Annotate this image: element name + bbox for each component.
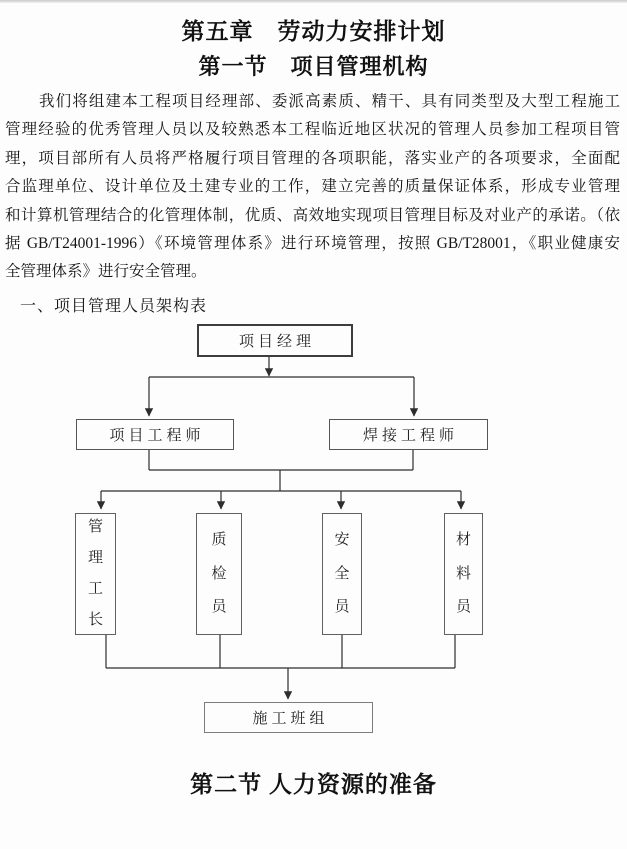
chapter-title: 第五章 劳动力安排计划 [181,19,446,44]
paragraph-line: 理，项目部所有人员将严格履行项目管理的各项职能，落实业产的各项要求，全面配 [5,149,620,167]
section2-title: 第二节 人力资源的准备 [190,772,437,797]
paragraph-line: 我们将组建本工程项目经理部、委派高素质、精干、具有同类型及大型工程施工 [39,93,620,110]
paragraph-line: 全管理体系》进行安全管理。 [5,263,207,281]
paragraph-line: 和计算机管理结合的化管理体制，优质、高效地实现项目管理目标及对业产的承诺。（依 [5,206,620,224]
node-construction-team: 施工班组 [204,702,373,733]
section1-title: 第一节 项目管理机构 [198,54,429,79]
list-heading: 一、项目管理人员架构表 [20,298,208,315]
org-chart [0,318,627,748]
node-safety-officer: 安 全 员 [322,513,362,635]
node-project-engineer: 项目工程师 [76,419,234,450]
scan-edge-artifact [0,0,627,3]
node-quality-inspector: 质 检 员 [196,513,242,635]
paragraph-line: 据 GB/T24001-1996）《环境管理体系》进行环境管理，按照 GB/T28001，《职业健康安 [5,235,620,253]
node-management-foreman: 管 理 工 长 [75,513,116,635]
node-project-manager: 项目经理 [197,324,353,357]
paragraph-line: 合监理单位、设计单位及土建专业的工作，建立完善的质量保证体系，形成专业管理 [5,178,620,196]
intro-paragraph [5,88,620,287]
node-welding-engineer: 焊接工程师 [329,419,488,450]
paragraph-line: 管理经验的优秀管理人员以及较熟悉本工程临近地区状况的管理人员参加工程项目管 [5,121,620,139]
node-material-clerk: 材 料 员 [444,513,483,635]
